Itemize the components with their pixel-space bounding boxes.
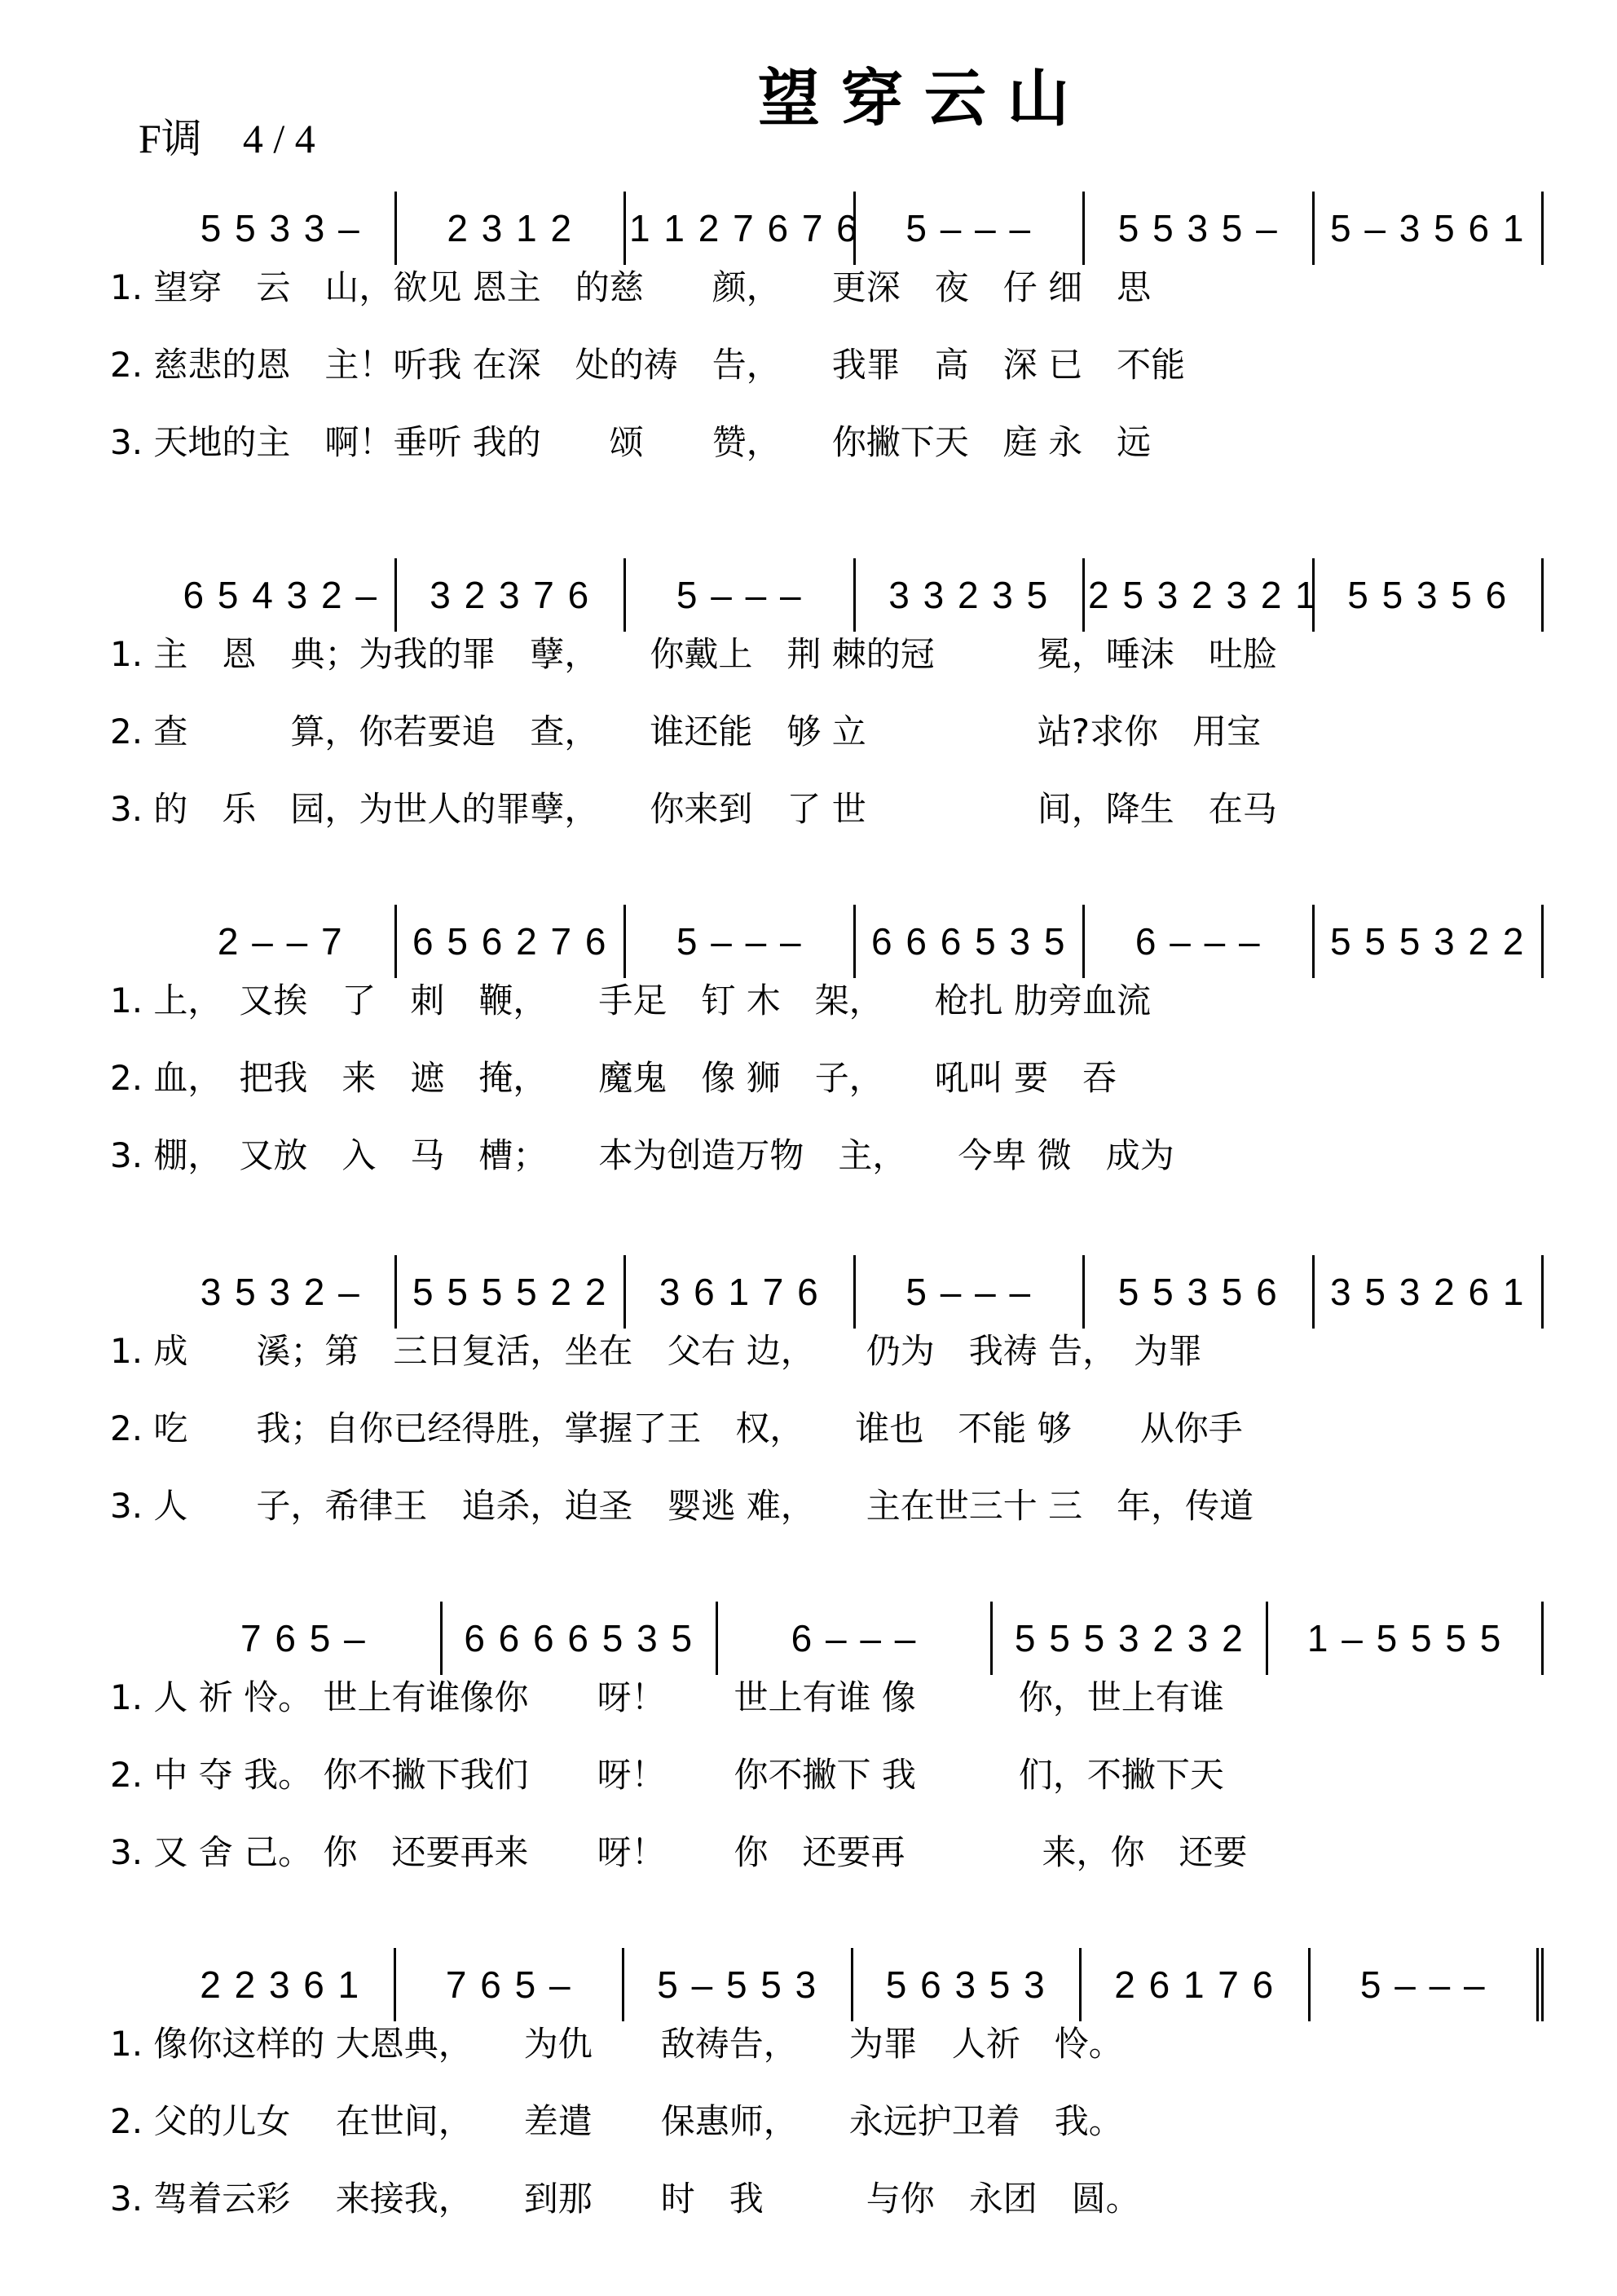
measure: 5 5 3 5 6 [1085, 1255, 1315, 1329]
lyric-verse-2: 2. 中 夺 我。 你不撇下我们 呀！ 你不撇下 我 们，不撇下天 [110, 1755, 1224, 1795]
measure: 1 1 2 7 6 7 6 [626, 192, 856, 265]
lyric-verse-1: 1. 成 溪；第 三日复活，坐在 父右 边， 仍为 我祷 告， 为罪 [110, 1331, 1203, 1371]
measure: 5 – – – [856, 192, 1086, 265]
song-title: 望穿云山 [758, 62, 1090, 134]
lyric-verse-3: 3. 的 乐 园，为世人的罪孽， 你来到 了 世 间，降生 在马 [110, 789, 1277, 829]
lyric-verse-2: 2. 父的儿女 在世间， 差遣 保惠师， 永远护卫着 我。 [110, 2101, 1123, 2141]
notation-line [167, 1247, 1544, 1337]
measure: 6 6 6 5 3 5 [856, 905, 1086, 978]
lyric-verse-2: 2. 慈悲的恩 主！听我 在深 处的祷 告， 我罪 高 深 已 不能 [110, 345, 1186, 385]
lyric-verse-3: 3. 驾着云彩 来接我， 到那 时 我 与你 永团 圆。 [110, 2179, 1140, 2219]
lyric-verse-2: 2. 吃 我；自你已经得胜，掌握了王 权， 谁也 不能 够 从你手 [110, 1408, 1243, 1448]
measure: 5 – – – [856, 1255, 1086, 1329]
key-label: F调 [139, 116, 202, 161]
notation-line [167, 1593, 1544, 1683]
lyric-verse-1: 1. 上， 又挨 了 刺 鞭， 手足 钉 木 架， 枪扎 肋旁血流 [110, 981, 1152, 1020]
measure: 3 5 3 2 – [167, 1255, 397, 1329]
lyric-verse-3: 3. 人 子，希律王 追杀，迫圣 婴逃 难， 主在世三十 三 年，传道 [110, 1486, 1254, 1526]
measure: 5 6 3 5 3 [853, 1948, 1082, 2021]
measure: 3 2 3 7 6 [397, 558, 627, 632]
lyric-verse-1: 1. 望穿 云 山，欲见 恩主 的慈 颜， 更深 夜 仔 细 思 [110, 267, 1152, 307]
notation-line [167, 550, 1544, 640]
measure: 6 – – – [718, 1602, 994, 1675]
measure: 5 – – – [626, 558, 856, 632]
measure: 5 – 5 5 3 [624, 1948, 853, 2021]
measure: 3 6 1 7 6 [626, 1255, 856, 1329]
lyric-verse-1: 1. 人 祈 怜。 世上有谁像你 呀！ 世上有谁 像 你，世上有谁 [110, 1677, 1224, 1717]
measure: 5 5 5 3 2 2 [1315, 905, 1544, 978]
measure: 5 – – – [1311, 1948, 1544, 2021]
time-signature: 4 / 4 [242, 116, 315, 161]
measure: 3 5 3 2 6 1 [1315, 1255, 1544, 1329]
lyric-verse-2: 2. 血， 把我 来 遮 掩， 魔鬼 像 狮 子， 吼叫 要 吞 [110, 1058, 1117, 1098]
measure: 5 5 5 3 2 3 2 [993, 1602, 1268, 1675]
measure: 2 2 3 6 1 [167, 1948, 396, 2021]
lyric-verse-3: 3. 又 舍 己。 你 还要再来 呀！ 你 还要再 来，你 还要 [110, 1832, 1248, 1872]
measure: 1 – 5 5 5 5 [1268, 1602, 1544, 1675]
measure: 2 6 1 7 6 [1082, 1948, 1311, 2021]
lyric-verse-1: 1. 像你这样的 大恩典， 为仇 敌祷告， 为罪 人祈 怜。 [110, 2024, 1123, 2064]
measure: 5 – – – [626, 905, 856, 978]
measure: 7 6 5 – [167, 1602, 443, 1675]
measure: 5 5 3 5 – [1085, 192, 1315, 265]
notation-line [167, 897, 1544, 986]
measure: 3 3 2 3 5 [856, 558, 1086, 632]
notation-line [167, 183, 1544, 273]
measure: 7 6 5 – [396, 1948, 625, 2021]
measure: 6 5 6 2 7 6 [397, 905, 627, 978]
notation-line [167, 1940, 1544, 2029]
measure: 6 6 6 6 5 3 5 [443, 1602, 718, 1675]
measure: 2 3 1 2 [397, 192, 627, 265]
measure: 6 5 4 3 2 – [167, 558, 397, 632]
lyric-verse-3: 3. 棚， 又放 入 马 槽； 本为创造万物 主， 今卑 微 成为 [110, 1135, 1174, 1175]
lyric-verse-1: 1. 主 恩 典；为我的罪 孽， 你戴上 荆 棘的冠 冕，唾沫 吐脸 [110, 634, 1277, 674]
measure: 2 5 3 2 3 2 1 [1085, 558, 1315, 632]
measure: 2 – – 7 [167, 905, 397, 978]
measure: 5 5 3 5 6 [1315, 558, 1544, 632]
measure: 6 – – – [1085, 905, 1315, 978]
measure: 5 5 5 5 2 2 [397, 1255, 627, 1329]
key-signature [139, 106, 356, 165]
lyric-verse-2: 2. 查 算，你若要追 查， 谁还能 够 立 站?求你 用宝 [110, 712, 1262, 751]
lyric-verse-3: 3. 天地的主 啊！垂听 我的 颂 赞， 你撇下天 庭 永 远 [110, 422, 1152, 462]
measure: 5 – 3 5 6 1 [1315, 192, 1544, 265]
measure: 5 5 3 3 – [167, 192, 397, 265]
